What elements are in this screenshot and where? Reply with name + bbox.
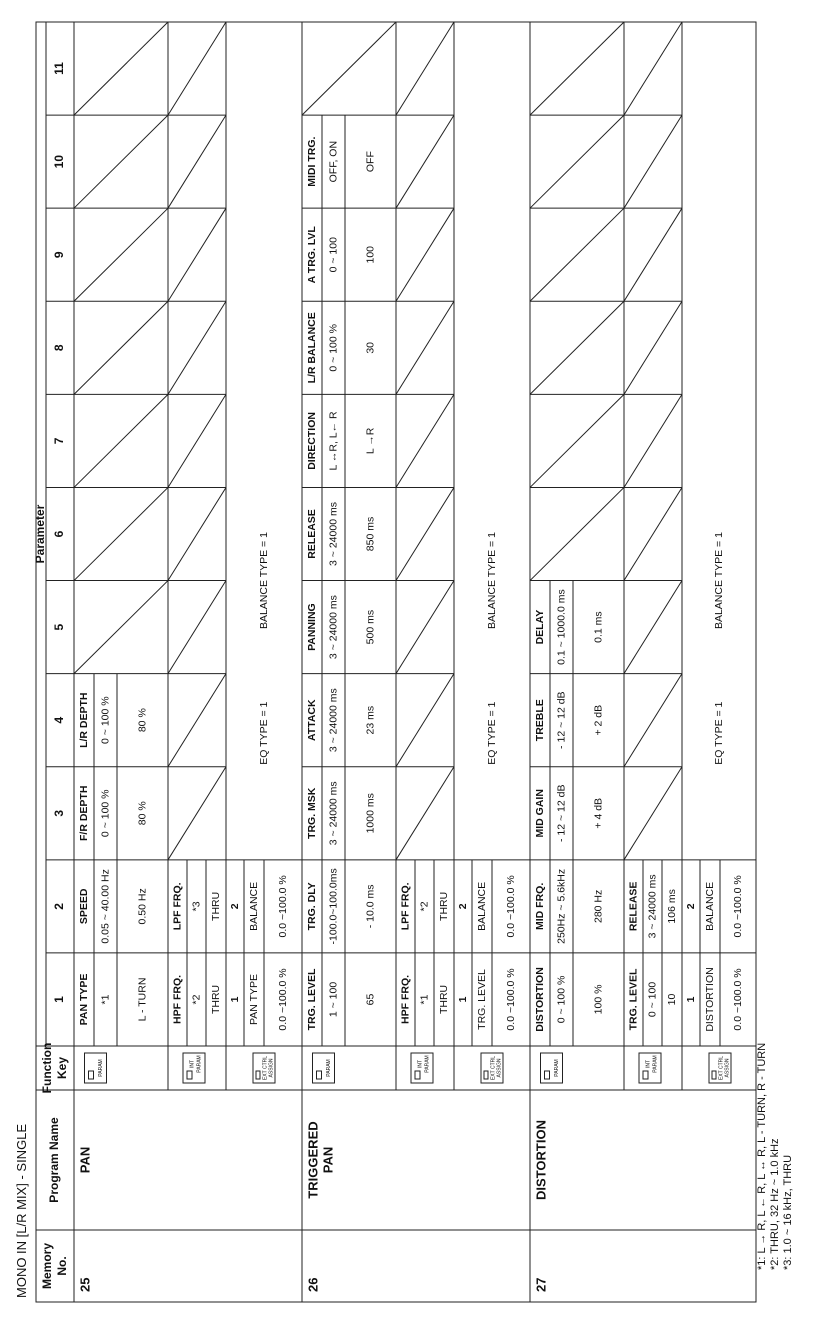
balance-type: BALANCE TYPE = 1	[712, 532, 725, 630]
program-name-header: Program Name	[47, 1117, 62, 1203]
int-param-default: THRU	[209, 891, 222, 921]
ext-param-name: BALANCE	[475, 881, 488, 931]
param-name: SPEED	[77, 888, 90, 925]
param-default: 100	[364, 245, 377, 264]
parameter-header: Parameter	[33, 504, 48, 564]
ext-param-range: 0.0 ~100.0 %	[276, 875, 289, 938]
key-label: EXT CTRL	[718, 1055, 725, 1081]
key-label: ASSIGN	[496, 1058, 503, 1078]
empty-cell-diagonal	[396, 767, 454, 860]
empty-cell-diagonal	[168, 22, 226, 115]
memory-header-no: No.	[55, 1256, 70, 1276]
column-number-8: 8	[52, 344, 67, 352]
key-label: EXT CTRL	[490, 1055, 497, 1081]
memory-number: 25	[77, 1277, 93, 1292]
empty-cell-diagonal	[168, 394, 226, 487]
param-default: + 2 dB	[592, 704, 605, 736]
int-param-name: TRG. LEVEL	[627, 968, 640, 1031]
param-default: 80 %	[136, 708, 149, 733]
param-range: OFF, ON	[327, 140, 340, 183]
empty-cell-diagonal	[74, 115, 168, 208]
param-range: 0.1 ~ 1000.0 ms	[555, 589, 568, 665]
param-default: - 10.0 ms	[364, 884, 377, 929]
key-led	[187, 1071, 192, 1079]
program-name: DISTORTION	[533, 1120, 549, 1200]
program-name: PAN	[320, 1146, 336, 1174]
param-range: 1 ~ 100	[327, 981, 340, 1018]
param-default: 0.50 Hz	[136, 888, 149, 925]
param-name: TRG. DLY	[305, 882, 318, 931]
memory-number: 27	[533, 1277, 549, 1292]
ext-key-icon	[481, 1053, 503, 1083]
key-led	[643, 1071, 648, 1079]
key-label: PARAM	[196, 1055, 203, 1073]
int-param-range: *2	[418, 901, 431, 912]
empty-cell-diagonal	[168, 487, 226, 580]
int-param-range: 0 ~ 100	[646, 981, 659, 1018]
empty-cell-diagonal	[530, 115, 624, 208]
param-range: 250Hz ~ 5.6kHz	[555, 868, 568, 944]
key-label: PARAM	[553, 1059, 560, 1077]
program-name: TRIGGERED	[305, 1121, 321, 1199]
param-range: - 12 ~ 12 dB	[555, 784, 568, 843]
param-name: TREBLE	[533, 699, 546, 742]
column-number-3: 3	[52, 809, 67, 817]
empty-cell-diagonal	[530, 301, 624, 394]
int-param-range: *1	[418, 994, 431, 1005]
empty-cell-diagonal	[396, 208, 454, 301]
param-name: DELAY	[533, 609, 546, 645]
int-param-name: RELEASE	[627, 881, 640, 932]
param-range: 0 ~ 100	[327, 237, 340, 273]
int-param-default: 106 ms	[665, 889, 678, 924]
footnotes	[756, 1043, 794, 1270]
empty-cell-diagonal	[168, 767, 226, 860]
param-range: 0 ~ 100 %	[555, 975, 568, 1024]
int-param-name: HPF FRQ.	[171, 974, 184, 1024]
footnote-2: *2: THRU, 32 Hz ~ 1.0 kHz	[769, 1138, 781, 1270]
ext-param-range: 0.0 ~100.0 %	[276, 968, 289, 1031]
int-param-default: THRU	[437, 984, 450, 1015]
param-default: OFF	[364, 151, 377, 173]
int-param-default: 10	[665, 993, 678, 1006]
param-range: 0 ~ 100 %	[327, 324, 340, 372]
ext-number: 1	[456, 996, 469, 1003]
param-key-icon	[541, 1053, 563, 1083]
int-key-icon	[639, 1053, 661, 1083]
key-led	[415, 1071, 420, 1079]
empty-cell-diagonal	[396, 487, 454, 580]
rotated-page	[14, 22, 794, 1302]
param-name: MID GAIN	[533, 789, 546, 838]
ext-param-range: 0.0 ~100.0 %	[731, 875, 744, 938]
param-name: DIRECTION	[305, 412, 318, 470]
param-range: 3 ~ 24000 ms	[327, 502, 340, 566]
footnote-3: *3: 1.0 ~ 16 kHz, THRU	[782, 1154, 794, 1270]
empty-cell-diagonal	[396, 581, 454, 674]
int-key-icon	[411, 1053, 433, 1083]
column-number-7: 7	[52, 437, 67, 445]
table-body	[77, 136, 743, 1292]
ext-param-range: 0.0 ~100.0 %	[504, 875, 517, 938]
key-label: EXT CTRL	[262, 1055, 269, 1081]
param-name: MIDI TRG.	[305, 136, 318, 187]
key-label: PARAM	[652, 1055, 659, 1073]
param-name: ATTACK	[305, 699, 318, 741]
param-name: MID FRQ.	[533, 882, 546, 930]
empty-cell-diagonal	[396, 674, 454, 767]
param-name: L/R BALANCE	[305, 312, 318, 384]
ext-param-name: PAN TYPE	[247, 973, 260, 1025]
empty-cell-diagonal	[624, 22, 682, 115]
key-led	[712, 1071, 716, 1079]
ext-param-name: DISTORTION	[703, 967, 716, 1032]
empty-cell-diagonal	[530, 208, 624, 301]
ext-key-icon	[709, 1053, 731, 1083]
ext-param-range: 0.0 ~100.0 %	[504, 968, 517, 1031]
empty-cell-diagonal	[396, 115, 454, 208]
empty-cell-diagonal	[530, 22, 624, 115]
param-default: 30	[364, 341, 377, 354]
ext-number: 1	[684, 996, 697, 1003]
empty-cell-diagonal	[396, 22, 454, 115]
int-key-icon	[183, 1053, 205, 1083]
eq-type: EQ TYPE = 1	[485, 701, 498, 765]
empty-cell-diagonal	[168, 115, 226, 208]
ext-number: 1	[228, 996, 241, 1003]
empty-cell-diagonal	[74, 208, 168, 301]
param-name: PAN TYPE	[77, 973, 90, 1026]
key-label: PARAM	[424, 1055, 431, 1073]
param-default: 65	[364, 993, 377, 1006]
int-param-default: THRU	[209, 984, 222, 1015]
empty-cell-diagonal	[168, 208, 226, 301]
balance-type: BALANCE TYPE = 1	[257, 532, 270, 630]
key-label: INT	[189, 1059, 196, 1069]
param-name: F/R DEPTH	[77, 785, 90, 841]
param-key-icon	[313, 1053, 335, 1083]
ext-number: 2	[684, 903, 697, 910]
empty-cell-diagonal	[624, 767, 682, 860]
key-led	[484, 1071, 488, 1079]
param-range: 3 ~ 24000 ms	[327, 595, 340, 660]
empty-cell-diagonal	[168, 674, 226, 767]
param-default: 1000 ms	[364, 793, 377, 834]
param-range: 0 ~ 100 %	[99, 789, 112, 838]
empty-cell-diagonal	[624, 581, 682, 674]
param-default: 100 %	[592, 984, 605, 1015]
param-default: 850 ms	[364, 516, 377, 552]
int-param-range: *2	[190, 994, 203, 1005]
table-header	[33, 62, 69, 1289]
memory-header: Memory	[40, 1242, 55, 1290]
empty-cell-diagonal	[74, 487, 168, 580]
param-default: 0.1 ms	[592, 611, 605, 643]
empty-cell-diagonal	[624, 115, 682, 208]
param-key-icon	[85, 1053, 107, 1083]
column-number-11: 11	[52, 62, 67, 75]
footnote-1: *1: L → R, L ← R, L ↔ R, L - TURN, R - TURN	[756, 1042, 768, 1270]
function-key-header: Function	[40, 1042, 55, 1094]
param-range: -100.0~100.0ms	[327, 868, 340, 945]
param-range: 3 ~ 24000 ms	[327, 781, 340, 846]
key-label: PARAM	[325, 1059, 332, 1077]
ext-key-icon	[253, 1053, 275, 1083]
int-param-name: LPF FRQ.	[399, 882, 412, 931]
param-default: L →R	[364, 427, 377, 455]
key-label: PARAM	[97, 1059, 104, 1077]
column-number-2: 2	[52, 903, 67, 910]
empty-cell-diagonal	[74, 22, 168, 115]
ext-param-range: 0.0 ~100.0 %	[731, 968, 744, 1031]
key-led	[256, 1071, 260, 1079]
ext-param-name: BALANCE	[247, 881, 260, 931]
key-label: ASSIGN	[724, 1058, 731, 1078]
param-name: TRG. MSK	[305, 787, 318, 839]
param-range: 3 ~ 24000 ms	[327, 688, 340, 753]
key-label: INT	[417, 1059, 424, 1069]
function-key-header-key: Key	[55, 1056, 70, 1080]
key-led	[545, 1071, 550, 1079]
empty-cell-diagonal	[530, 487, 624, 580]
param-name: PANNING	[305, 603, 318, 651]
param-default: 80 %	[136, 801, 149, 826]
int-param-name: LPF FRQ.	[171, 882, 184, 931]
balance-type: BALANCE TYPE = 1	[485, 532, 498, 630]
param-range: *1	[99, 994, 112, 1005]
key-label: ASSIGN	[268, 1058, 275, 1078]
param-range: - 12 ~ 12 dB	[555, 691, 568, 749]
column-number-10: 10	[52, 154, 67, 169]
empty-cell-diagonal	[74, 394, 168, 487]
param-default: + 4 dB	[592, 797, 605, 829]
empty-cell-diagonal	[530, 394, 624, 487]
empty-cell-diagonal	[168, 301, 226, 394]
memory-number: 26	[305, 1277, 321, 1292]
empty-cell-diagonal	[74, 581, 168, 674]
parameter-table-grid	[36, 22, 756, 1302]
param-name: A TRG. LVL	[305, 226, 318, 284]
empty-cell-diagonal	[624, 301, 682, 394]
eq-type: EQ TYPE = 1	[257, 701, 270, 765]
column-number-9: 9	[52, 251, 67, 259]
column-number-6: 6	[52, 530, 67, 538]
ext-number: 2	[456, 903, 469, 910]
column-number-5: 5	[52, 623, 67, 631]
empty-cell-diagonal	[302, 22, 396, 115]
key-led	[317, 1071, 322, 1079]
int-param-default: THRU	[437, 891, 450, 921]
key-led	[89, 1071, 94, 1079]
param-range: 0.05 ~ 40.00 Hz	[99, 869, 112, 944]
param-default: 23 ms	[364, 705, 377, 735]
param-name: L/R DEPTH	[77, 692, 90, 748]
int-param-name: HPF FRQ.	[399, 974, 412, 1024]
empty-cell-diagonal	[396, 394, 454, 487]
program-name: PAN	[77, 1146, 93, 1174]
ext-param-name: TRG. LEVEL	[475, 969, 488, 1030]
param-default: 500 ms	[364, 609, 377, 645]
param-range: L ↔R, L← R	[327, 411, 340, 471]
empty-cell-diagonal	[168, 581, 226, 674]
param-default: 280 Hz	[592, 889, 605, 924]
empty-cell-diagonal	[624, 674, 682, 767]
int-param-range: *3	[190, 901, 203, 912]
param-default: L - TURN	[136, 977, 149, 1022]
param-name: RELEASE	[305, 509, 318, 559]
param-range: 0 ~ 100 %	[99, 696, 112, 744]
empty-cell-diagonal	[396, 301, 454, 394]
param-name: TRG. LEVEL	[305, 968, 318, 1031]
empty-cell-diagonal	[624, 208, 682, 301]
column-number-1: 1	[52, 996, 67, 1003]
ext-param-name: BALANCE	[703, 881, 716, 931]
int-param-range: 3 ~ 24000 ms	[646, 874, 659, 939]
key-label: INT	[645, 1059, 652, 1069]
page-title: MONO IN [L/R MIX] - SINGLE	[14, 1123, 29, 1298]
param-name: DISTORTION	[533, 967, 546, 1032]
eq-type: EQ TYPE = 1	[712, 701, 725, 765]
empty-cell-diagonal	[74, 301, 168, 394]
ext-number: 2	[228, 903, 241, 910]
empty-cell-diagonal	[624, 487, 682, 580]
column-number-4: 4	[52, 716, 67, 724]
empty-cell-diagonal	[624, 394, 682, 487]
